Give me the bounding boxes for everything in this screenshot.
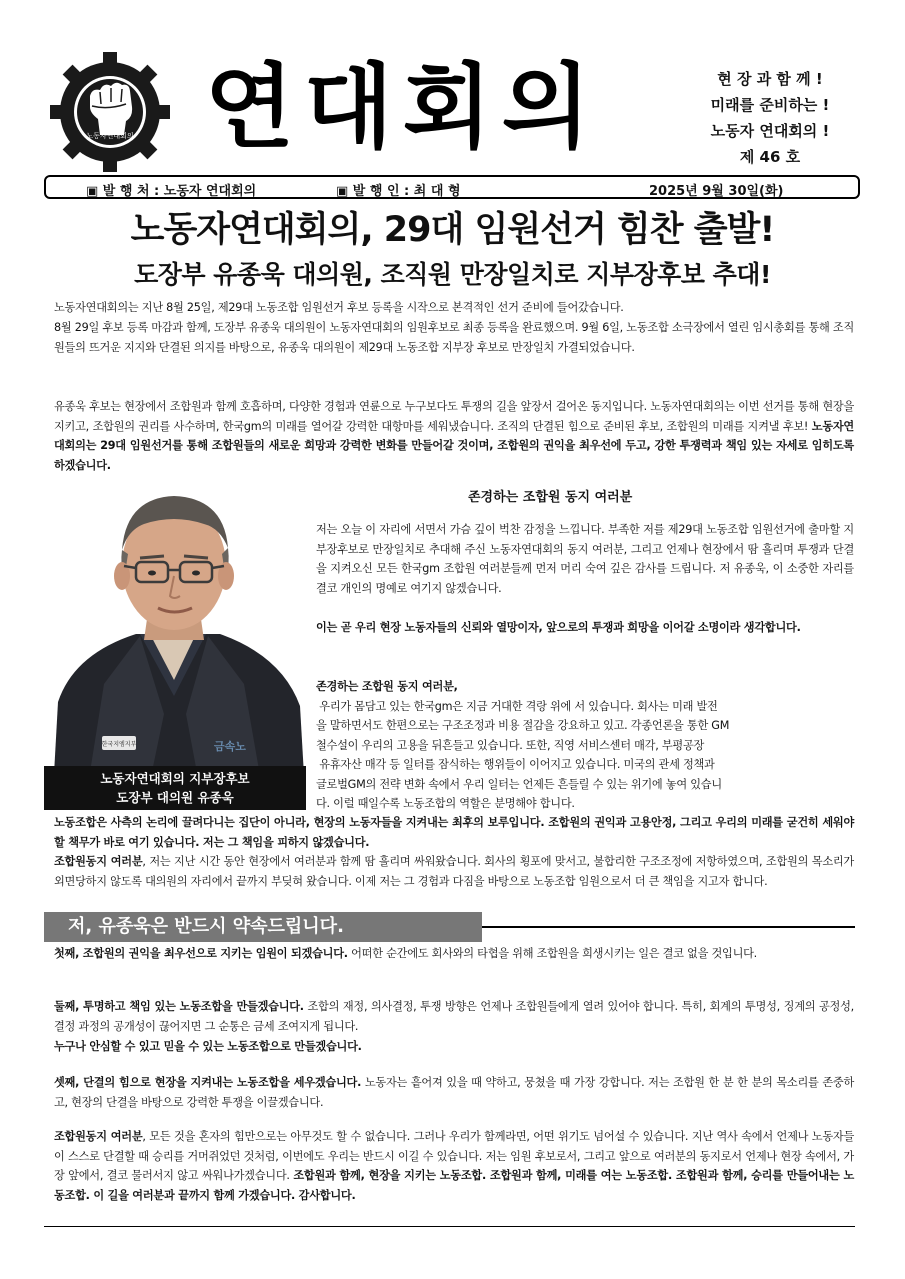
address-line: 철수설이 우리의 고용을 뒤흔들고 있습니다. 또한, 직영 서비스센터 매각, 부평공장 bbox=[316, 739, 705, 752]
promise-second bbox=[54, 997, 854, 1036]
address-paragraph: 노동조합은 사측의 논리에 끌려다니는 집단이 아니라, 현장의 노동자들을 지켜내는 최후의 보루입니다. 조합원의 권익과 고용안정, 그리고 우리의 미래를 굳건히 세워야 할 책무가 바로 여기 있습니다. 저는 그 책임을 피하지 않겠습니다. bbox=[54, 816, 854, 849]
promise-bold-text: 셋째, 단결의 힘으로 현장을 지켜내는 노동조합을 세우겠습니다. bbox=[54, 1076, 362, 1089]
candidate-photo bbox=[44, 484, 306, 810]
promise-bold-text: 둘째, 투명하고 책임 있는 노동조합을 만들겠습니다. bbox=[54, 1000, 304, 1013]
closing-bold-text: 조합원동지 여러분 bbox=[54, 1130, 143, 1143]
intro-paragraph: 노동자연대회의는 지난 8월 25일, 제29대 노동조합 임원선거 후보 등록을 시작으로 본격적인 선거 준비에 들어갔습니다. bbox=[54, 301, 624, 314]
intro-text: 유종욱 후보는 현장에서 조합원과 함께 호흡하며, 다양한 경험과 연륜으로 누구보다도 투쟁의 길을 앞장서 걸어온 동지입니다. 노동자연대회의는 이번 선거를 통해 현장을 지키고, 조합원의 권리를 사수하며, 한국gm의 미래를 열어갈 강력한 대항마를 세워냈습니다. 조직의 단결된 힘으로 준비된 후보, 조합원의 미래를 지켜낼 후보! bbox=[54, 400, 854, 433]
bottom-divider bbox=[44, 1226, 855, 1227]
address-paragraph: 저는 오늘 이 자리에 서면서 가슴 깊이 벅찬 감정을 느낍니다. 부족한 저를 제29대 노동조합 임원선거에 출마할 지부장후보로 만장일치로 추대해 주신 노동자연대회의 동지 여러분, 그리고 언제나 현장에서 땀 흘리며 투쟁과 단결을 지켜오신 모든 한국gm 조합원 여러분들께 먼저 머리 숙여 깊은 감사를 드립니다. 저 유종욱, 이 소중한 자리를 결코 개인의 명예로 여기지 않겠습니다. bbox=[316, 523, 854, 595]
logo-text: 노동자연대회의 bbox=[86, 132, 134, 140]
promise-banner: 저, 유종욱은 반드시 약속드립니다. bbox=[44, 912, 482, 942]
closing-paragraph bbox=[54, 1127, 854, 1205]
address-line: 다. 이럴 때일수록 노동조합의 역할은 분명해야 합니다. bbox=[316, 797, 575, 810]
slogan-line: 현 장 과 함 께 ! bbox=[717, 70, 823, 88]
newsletter-title: 연대회의 bbox=[205, 53, 601, 161]
address-line: 을 말하면서도 한편으로는 구조조정과 비용 절감을 강요하고 있고. 각종언론을 통한 GM bbox=[316, 719, 730, 732]
intro-paragraph bbox=[54, 397, 854, 475]
vest-logo-text: 금속노 bbox=[214, 740, 246, 753]
slogan-line: 노동자 연대회의 ! bbox=[710, 122, 830, 140]
slogan-block bbox=[690, 66, 850, 170]
sub-headline: 도장부 유종욱 대의원, 조직원 만장일치로 지부장후보 추대! bbox=[134, 260, 771, 289]
promise-text: 어떠한 순간에도 회사와의 타협을 위해 조합원을 희생시키는 일은 결코 없을 것입니다. bbox=[347, 947, 757, 960]
promise-bold-text: 첫째, 조합원의 권익을 최우선으로 지키는 임원이 되겠습니다. bbox=[54, 947, 348, 960]
issuer: ▣ 발 행 인 : 최 대 형 bbox=[336, 184, 461, 199]
promise-first bbox=[54, 944, 854, 964]
slogan-line: 미래를 준비하는 ! bbox=[710, 96, 830, 114]
closing-text: , 모든 것을 혼자의 힘만으로는 아무것도 할 수 없습니다. 그러나 우리가 함께라면, 어떤 위기도 넘어설 수 있습니다. 지난 역사 속에서 언제나 노동자들이 스스로 단결할 때 승리를 거머쥐었던 것처럼, 이번에도 우리는 반드시 이길 수 있습니다. 저는 임원 후보로서, 그리고 앞으로 여러분의 동지로서 언제나 현장 속에서, 가장 앞에서, 결코 물러서지 않고 싸워나가겠습니다. bbox=[54, 1130, 855, 1183]
address-heading: 존경하는 조합원 동지 여러분 bbox=[468, 490, 633, 505]
address-paragraph: 이는 곧 우리 현장 노동자들의 신뢰와 열망이자, 앞으로의 투쟁과 희망을 이어갈 소명이라 생각합니다. bbox=[316, 621, 801, 634]
promise-text: 조합의 재정, 의사결정, 투쟁 방향은 언제나 조합원들에게 열려 있어야 합니다. 특히, 회계의 투명성, 징계의 공정성, 결정 과정의 공개성이 끊어지면 그 순통은 금세 조여지게 됩니다. bbox=[54, 1000, 854, 1033]
issue-number: 제 46 호 bbox=[739, 148, 801, 166]
promise-second-tail: 누구나 안심할 수 있고 믿을 수 있는 노동조합으로 만들겠습니다. bbox=[54, 1040, 362, 1053]
address-line: 글로벌GM의 전략 변화 속에서 우리 일터는 언제든 흔들릴 수 있는 위기에 놓여 있습니 bbox=[316, 778, 722, 791]
caption-line: 노동자연대회의 지부장후보 bbox=[100, 771, 250, 786]
vest-patch-text: 한국지엠지부 bbox=[101, 741, 137, 748]
intro-paragraph: 8월 29일 후보 등록 마감과 함께, 도장부 유종욱 대의원이 노동자연대회의 임원후보로 최종 등록을 완료했으며. 9월 6일, 노동조합 소극장에서 열린 임시총회를 통해 조직원들의 뜨거운 지지와 단결된 의지를 바탕으로, 유종욱 대의원이 제29대 노동조합 지부장 후보로 만장일치 가결되었습니다. bbox=[54, 321, 854, 354]
divider bbox=[482, 926, 855, 928]
address-text: , 저는 지난 시간 동안 현장에서 여러분과 함께 땀 흘리며 싸워왔습니다. 회사의 횡포에 맞서고, 불합리한 구조조정에 저항하였으며, 조합원의 목소리가 외면당하지 않도록 대의원의 자리에서 끝까지 부딪혀 왔습니다. 이제 저는 그 경험과 다짐을 바탕으로 노동조합 임원으로서 더 큰 책임을 지고자 합니다. bbox=[54, 855, 854, 888]
promise-text: 노동자는 흩어져 있을 때 약하고, 뭉쳤을 때 가장 강합니다. 저는 조합원 한 분 한 분의 목소리를 존중하고, 현장의 단결을 바탕으로 강력한 투쟁을 이끌겠습니다. bbox=[54, 1076, 854, 1109]
issue-date: 2025년 9월 30일(화) bbox=[649, 184, 784, 199]
publication-info-bar bbox=[44, 175, 860, 199]
address-line: 우리가 몸담고 있는 한국gm은 지금 거대한 격랑 위에 서 있습니다. 회사는 미래 발전 bbox=[316, 700, 718, 713]
intro-bold-text: 노동자연대회의는 29대 임원선거를 통해 조합원들의 새로운 희망과 강력한 변화를 만들어갈 것이며, 조합원의 권익을 최우선에 두고, 강한 투쟁력과 책임 있는 자세로 임히도록 하겠습니다. bbox=[54, 419, 854, 472]
publisher: ▣ 발 행 처 : 노동자 연대회의 bbox=[86, 184, 257, 199]
union-fist-gear-logo bbox=[48, 50, 172, 174]
main-headline: 노동자연대회의, 29대 임원선거 힘찬 출발! bbox=[130, 210, 775, 250]
caption-line: 도장부 대의원 유종욱 bbox=[116, 790, 234, 805]
address-subheading: 존경하는 조합원 동지 여러분, bbox=[316, 680, 458, 693]
photo-caption bbox=[44, 766, 306, 810]
promise-third bbox=[54, 1073, 854, 1112]
closing-bold-text: 조합원과 함께, 현장을 지키는 노동조합. 조합원과 함께, 미래를 여는 노동조합. 조합원과 함께, 승리를 만들어내는 노동조합. 이 길을 여러분과 끝까지 함께 가겠습니다. 감사합니다. bbox=[54, 1169, 855, 1202]
address-bold-text: 조합원동지 여러분 bbox=[54, 855, 143, 868]
address-paragraph bbox=[54, 852, 854, 891]
address-line: 유휴자산 매각 등 일터를 잠식하는 행위들이 이어지고 있습니다. 미국의 관세 정책과 bbox=[316, 758, 715, 771]
